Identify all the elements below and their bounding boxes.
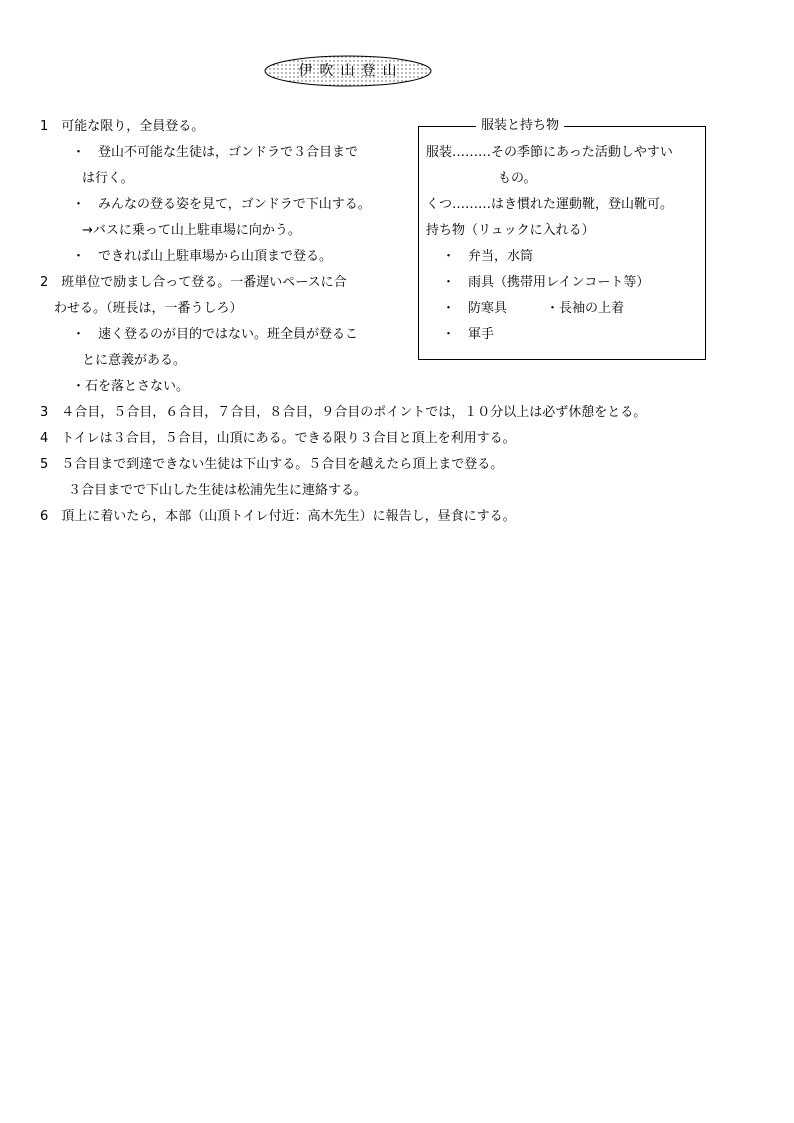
item-4: 4 トイレは３合目，５合目，山頂にある。できる限り３合目と頂上を利用する。: [40, 431, 516, 446]
item-6: 6 頂上に着いたら，本部（山頂トイレ付近：高木先生）に報告し，昼食にする。: [40, 509, 516, 524]
item-2-bullet-2: ・石を落とさない。: [72, 379, 190, 394]
item-1-bullet-1-cont: は行く。: [82, 171, 134, 186]
item-2-cont: わせる。（班長は，一番うしろ）: [54, 301, 243, 316]
belongings-box-title: 服装と持ち物: [476, 117, 564, 135]
box-line-belongings: 持ち物（リュックに入れる）: [426, 223, 595, 238]
item-5: 5 ５合目まで到達できない生徒は下山する。５合目を越えたら頂上まで登る。: [40, 457, 504, 472]
box-line-gloves: ・ 軍手: [442, 327, 495, 342]
box-line-clothing-cont: もの。: [498, 171, 537, 186]
box-line-coldgear: ・ 防寒具 ・長袖の上着: [442, 301, 625, 316]
box-line-clothing: 服装………その季節にあった活動しやすい: [426, 145, 673, 160]
item-1-bullet-3: ・ できれば山上駐車場から山頂まで登る。: [72, 249, 333, 264]
box-line-lunch: ・ 弁当，水筒: [442, 249, 534, 264]
box-line-shoes: くつ………はき慣れた運動靴，登山靴可。: [426, 197, 674, 212]
box-line-raingear: ・ 雨具（携帯用レインコート等）: [442, 275, 650, 290]
page-title: 伊吹山登山: [298, 63, 404, 79]
item-2: 2 班単位で励まし合って登る。一番遅いペースに合: [40, 275, 347, 290]
item-2-bullet-1: ・ 速く登るのが目的ではない。班全員が登るこ: [72, 327, 359, 342]
item-1-bullet-1: ・ 登山不可能な生徒は，ゴンドラで３合目まで: [72, 145, 359, 160]
item-2-bullet-1-cont: とに意義がある。: [82, 353, 187, 368]
item-1-bullet-2-cont: →バスに乗って山上駐車場に向かう。: [82, 223, 301, 238]
item-1: 1 可能な限り，全員登る。: [40, 119, 205, 134]
item-5-cont: ３合目までで下山した生徒は松浦先生に連絡する。: [68, 483, 368, 498]
item-1-bullet-2: ・ みんなの登る姿を見て，ゴンドラで下山する。: [72, 197, 371, 212]
title-badge: [264, 55, 432, 87]
item-3: 3 ４合目，５合目，６合目，７合目，８合目，９合目のポイントでは，１０分以上は必ず休憩をとる。: [40, 405, 647, 420]
